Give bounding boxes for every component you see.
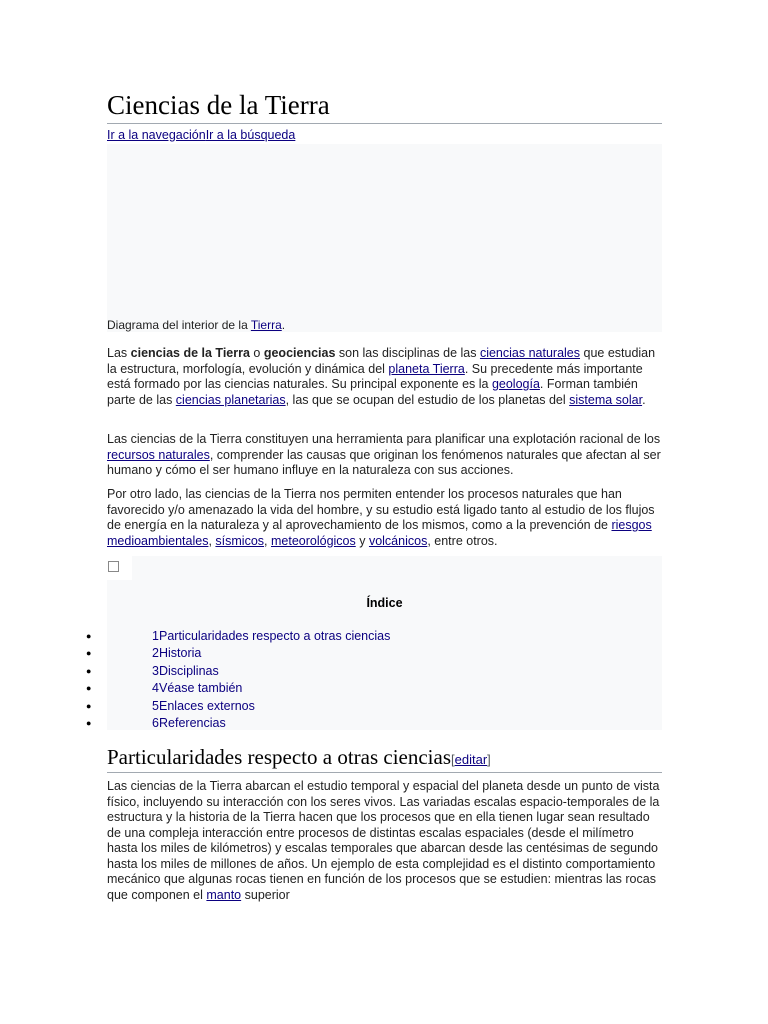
toc-item-number: 4 <box>152 681 159 696</box>
jump-to-search-link[interactable]: Ir a la búsqueda <box>205 128 296 142</box>
link-meteorologicos[interactable]: meteorológicos <box>270 533 356 548</box>
section-heading-text: Particularidades respecto a otras ciencias <box>107 745 452 769</box>
figure-image-placeholder <box>107 144 662 332</box>
text: , <box>208 533 216 548</box>
link-manto[interactable]: manto <box>206 887 242 902</box>
link-riesgos[interactable]: riesgos <box>611 518 652 532</box>
link-geologia[interactable]: geología <box>491 377 540 391</box>
toc-toggle-checkbox[interactable] <box>108 561 119 572</box>
toc-item-number: 5 <box>152 698 159 713</box>
bullet-icon: ● <box>86 665 92 676</box>
link-recursos-naturales[interactable]: recursos naturales <box>107 447 210 462</box>
bullet-icon: ● <box>86 700 92 711</box>
edit-section <box>451 752 491 767</box>
toc-item-label[interactable]: Historia <box>159 646 202 661</box>
text: Por otro lado, las ciencias de la Tierra nos permiten entender los procesos naturales que han favorecido y/o amenazado la vida del hombre, y su estudio está ligado tanto al estudio de los flujos de energía en la naturaleza y al aprovechamiento de los mismos, como a la prevención de <box>107 487 655 532</box>
text: Las ciencias de la Tierra constituyen una herramienta para planificar una explotación racional de los <box>107 432 661 446</box>
link-sismicos[interactable]: sísmicos <box>215 533 265 548</box>
intro-paragraph-1 <box>107 346 662 408</box>
bracket: [ <box>451 752 455 767</box>
intro-paragraph-3 <box>107 487 662 549</box>
text: . Su precedente más importante está formado por las ciencias naturales. Su principal exponente es la <box>107 361 643 391</box>
figure-caption <box>107 318 285 332</box>
toc-item-number: 3 <box>152 663 159 678</box>
toc-item-number: 6 <box>152 715 159 730</box>
toc-title: Índice <box>366 596 403 610</box>
toc-item-label[interactable]: Véase también <box>159 681 243 696</box>
section-paragraph-1 <box>107 779 662 903</box>
caption-text-end: . <box>281 318 286 332</box>
toc-item-label[interactable]: Referencias <box>159 715 226 730</box>
intro-paragraph-2 <box>107 432 662 479</box>
text: , <box>264 533 271 548</box>
text: . <box>642 392 646 407</box>
text: , entre otros. <box>427 533 498 548</box>
text: , comprender las causas que originan los fenómenos naturales que afectan al ser humano y cómo el ser humano influye en la naturaleza con sus acciones. <box>107 447 661 477</box>
text: Las ciencias de la Tierra abarcan el estudio temporal y espacial del planeta desde un punto de vista físico, incluyendo su interacción con los seres vivos. Las variadas escalas espacio-temporales de la estructura y la historia de la Tierra hacen que los procesos que en ella tienen lugar sean resultado de una compleja interacción entre procesos de distintas escalas espaciales (desde el milímetro hasta los miles de kilómetros) y escalas temporales que abarcan desde las centésimas de segundo hasta los miles de millones de años. Un ejemplo de esta complejidad es el distinto comportamiento mecánico que algunas rocas tienen en función de los procesos que se estudien: mientras las rocas que componen el <box>107 779 660 902</box>
text: . Forman también parte de las <box>107 377 638 407</box>
text: y <box>355 533 369 548</box>
page-title: Ciencias de la Tierra <box>107 90 662 124</box>
bullet-icon: ● <box>86 717 92 728</box>
toc-item-label[interactable]: Enlaces externos <box>159 698 255 713</box>
bold-term: geociencias <box>263 346 336 360</box>
toc-item-number: 1 <box>152 629 159 643</box>
edit-link[interactable]: editar <box>454 752 488 767</box>
link-volcanicos[interactable]: volcánicos <box>368 533 428 548</box>
bold-term: ciencias de la Tierra <box>130 346 250 360</box>
toc-item-number: 2 <box>152 646 159 661</box>
link-planeta-tierra[interactable]: planeta Tierra <box>388 361 465 376</box>
jump-to-navigation-link[interactable]: Ir a la navegación <box>107 128 206 142</box>
bullet-icon: ● <box>86 631 92 641</box>
text: superior <box>241 887 290 902</box>
caption-link-tierra[interactable]: Tierra <box>250 318 282 332</box>
bullet-icon: ● <box>86 648 92 659</box>
text: Las <box>107 346 131 360</box>
section-heading <box>107 745 662 773</box>
text: son las disciplinas de las <box>335 346 480 360</box>
link-sistema-solar[interactable]: sistema solar <box>569 392 643 407</box>
table-of-contents <box>86 556 662 730</box>
text: que estudian la estructura, morfología, evolución y dinámica del <box>107 346 656 376</box>
link-ciencias-planetarias[interactable]: ciencias planetarias <box>175 392 286 407</box>
link-medioambientales[interactable]: medioambientales <box>107 533 209 548</box>
jump-links <box>107 128 295 142</box>
toc-item-label[interactable]: Disciplinas <box>159 663 219 678</box>
link-ciencias-naturales[interactable]: ciencias naturales <box>479 346 581 360</box>
caption-text: Diagrama del interior de la <box>107 318 251 332</box>
bracket: ] <box>487 752 491 767</box>
bullet-icon: ● <box>86 683 92 694</box>
toc-item-label[interactable]: Particularidades respecto a otras ciencias <box>159 629 391 643</box>
text: o <box>249 346 264 360</box>
text: , las que se ocupan del estudio de los planetas del <box>285 392 570 407</box>
